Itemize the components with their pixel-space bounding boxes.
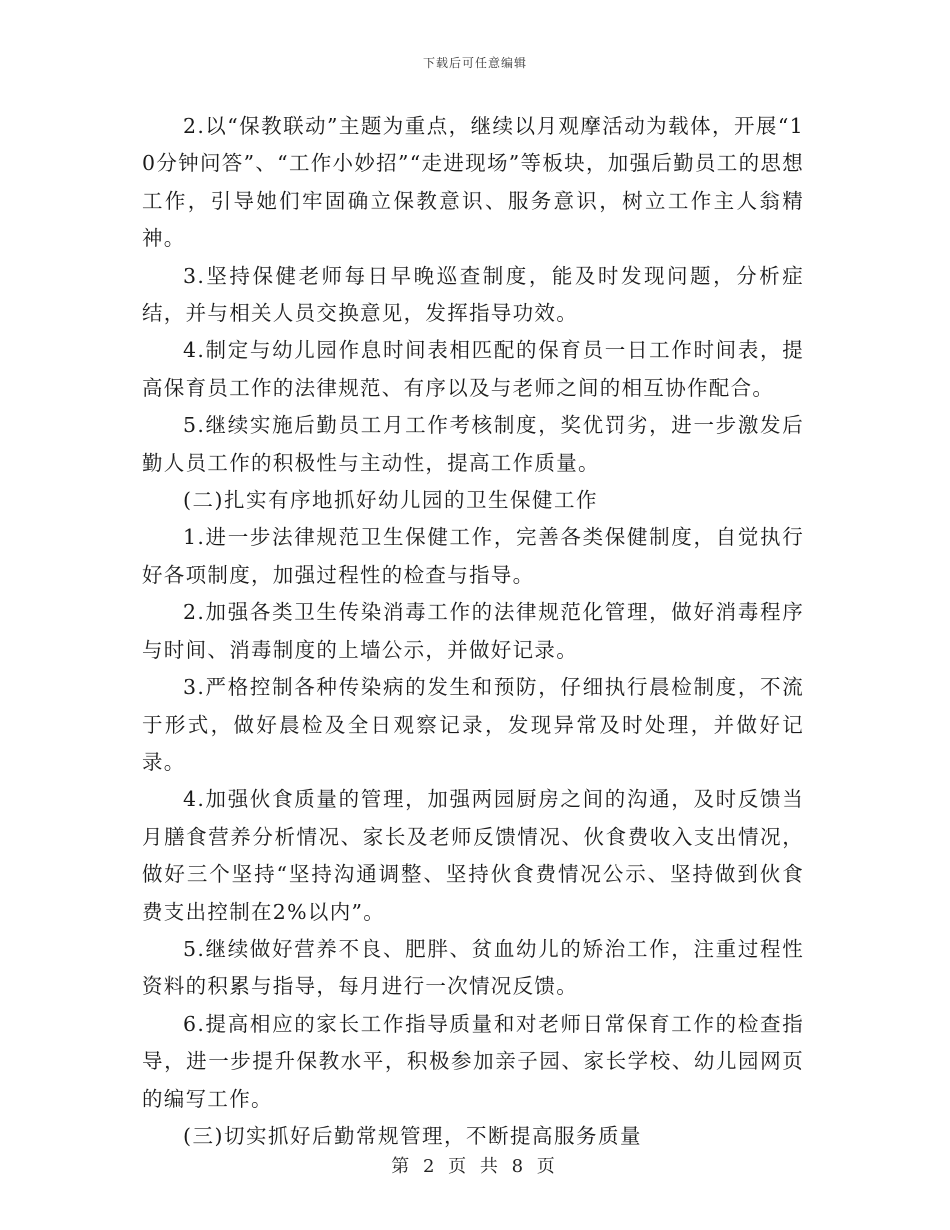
footer-suffix: 页: [536, 1156, 559, 1177]
section-heading-logistics: (三)切实抓好后勤常规管理，不断提高服务质量: [183, 1123, 642, 1148]
paragraph-hygiene-3: 3.严格控制各种传染病的发生和预防，仔细执行晨检制度，不流于形式，做好晨检及全日观察记录，发现异常及时处理，并做好记录。: [142, 675, 804, 774]
paragraph-item-4-schedule: 4.制定与幼儿园作息时间表相匹配的保育员一日工作时间表，提高保育员工作的法律规范、有序以及与老师之间的相互协作配合。: [142, 338, 804, 400]
paragraph-item-5-assessment: 5.继续实施后勤员工月工作考核制度，奖优罚劣，进一步激发后勤人员工作的积极性与主动性，提高工作质量。: [142, 413, 804, 475]
paragraph-hygiene-6: 6.提高相应的家长工作指导质量和对老师日常保育工作的检查指导，进一步提升保教水平，积极参加亲子园、家长学校、幼儿园网页的编写工作。: [142, 1011, 804, 1111]
total-page-count: 8: [511, 1156, 528, 1177]
paragraph-hygiene-5: 5.继续做好营养不良、肥胖、贫血幼儿的矫治工作，注重过程性资料的积累与指导，每月进行一次情况反馈。: [142, 936, 804, 999]
page-footer: [0, 1152, 950, 1178]
document-body: [142, 108, 804, 1155]
paragraph-hygiene-2: 2.加强各类卫生传染消毒工作的法律规范化管理，做好消毒程序与时间、消毒制度的上墙公示，并做好记录。: [142, 600, 804, 662]
paragraph-item-2-baojiao: 2.以“保教联动”主题为重点，继续以月观摩活动为载体，开展“10分钟问答”、“工作小妙招”“走进现场”等板块，加强后勤员工的思想工作，引导她们牢固确立保教意识、服务意识，树立工作主人翁精神。: [142, 114, 804, 251]
paragraph-item-3-inspection: 3.坚持保健老师每日早晚巡查制度，能及时发现问题，分析症结，并与相关人员交换意见，发挥指导功效。: [142, 263, 804, 326]
section-heading-hygiene: (二)扎实有序地抓好幼儿园的卫生保健工作: [183, 488, 598, 513]
page-header: 下载后可任意编辑: [422, 56, 527, 70]
current-page-number: 2: [422, 1156, 439, 1177]
paragraph-hygiene-4: 4.加强伙食质量的管理，加强两园厨房之间的沟通，及时反馈当月膳食营养分析情况、家长及老师反馈情况、伙食费收入支出情况，做好三个坚持“坚持沟通调整、坚持伙食费情况公示、坚持做到伙食费支出控制在2%以内”。: [142, 787, 804, 924]
footer-prefix: 第: [391, 1156, 414, 1177]
paragraph-hygiene-1: 1.进一步法律规范卫生保健工作，完善各类保健制度，自觉执行好各项制度，加强过程性的检查与指导。: [142, 525, 804, 587]
footer-middle: 页 共: [448, 1156, 502, 1177]
